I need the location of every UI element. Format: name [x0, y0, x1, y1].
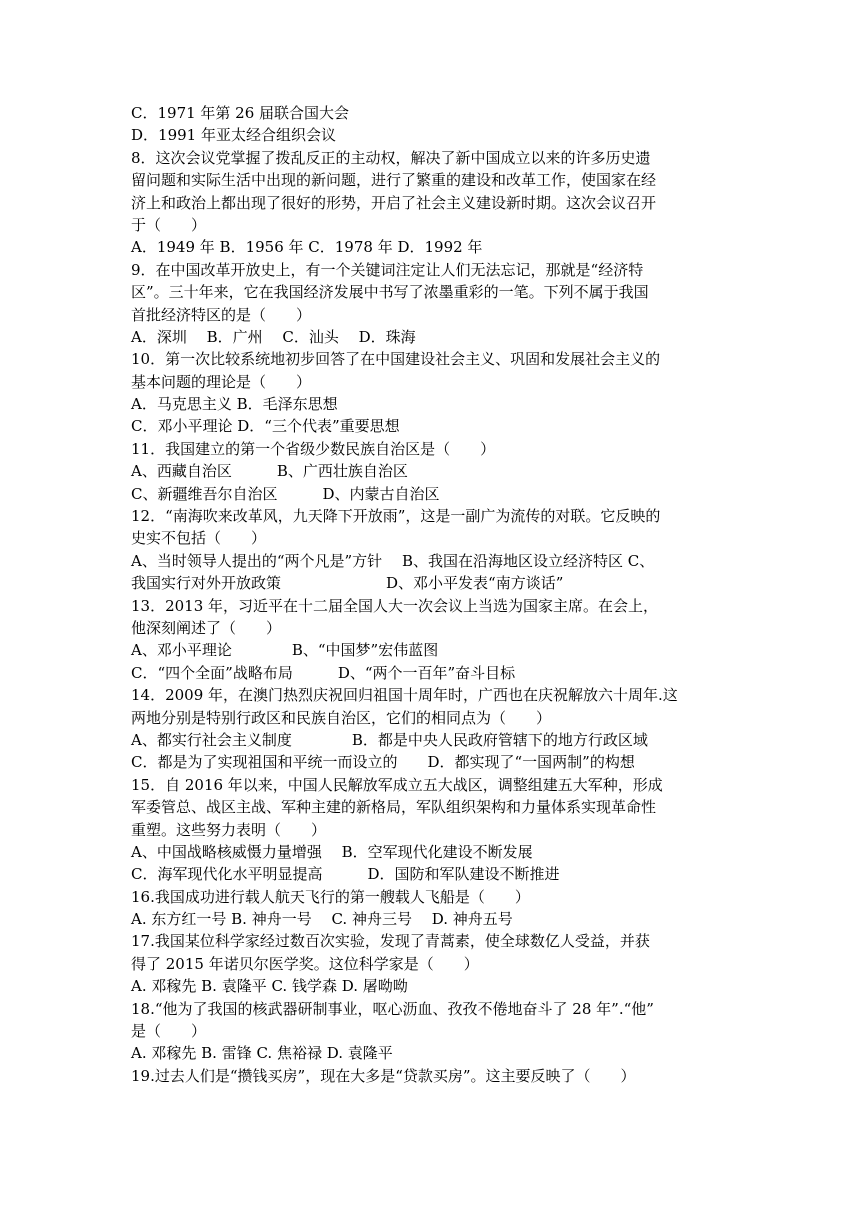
question-9-options: A．深圳 B．广州 C．汕头 D．珠海 — [131, 327, 416, 346]
question-16-options: A. 东方红一号 B. 神舟一号 C. 神舟三号 D. 神舟五号 — [131, 910, 513, 929]
question-12-line: 12．“南海吹来改革风，九天降下开放雨”，这是一副广为流传的对联。它反映的 — [131, 507, 661, 526]
question-8-options: A．1949 年 B．1956 年 C．1978 年 D．1992 年 — [131, 238, 483, 257]
question-12-line: 史实不包括（ ） — [131, 529, 267, 548]
question-8-line: 8．这次会议党掌握了拨乱反正的主动权，解决了新中国成立以来的许多历史遗 — [131, 148, 651, 167]
question-10-options: C．邓小平理论 D．“三个代表”重要思想 — [131, 417, 400, 436]
question-14-line: 两地分别是特别行政区和民族自治区，它们的相同点为（ ） — [131, 708, 552, 727]
question-15-line: 15．自 2016 年以来，中国人民解放军成立五大战区，调整组建五大军种，形成 — [131, 775, 663, 794]
question-17-options: A. 邓稼先 B. 袁隆平 C. 钱学森 D. 屠呦呦 — [131, 977, 408, 996]
option-line: D．1991 年亚太经合组织会议 — [131, 126, 336, 145]
question-8-line: 于（ ） — [131, 215, 207, 234]
question-8-line: 留问题和实际生活中出现的新问题，进行了繁重的建设和改革工作，使国家在经 — [131, 171, 657, 190]
question-12-options: 我国实行对外开放政策 D、邓小平发表“南方谈话” — [131, 574, 564, 593]
question-12-options: A、当时领导人提出的“两个凡是”方针 B、我国在沿海地区设立经济特区 C、 — [131, 551, 655, 570]
question-17-line: 得了 2015 年诺贝尔医学奖。这位科学家是（ ） — [131, 954, 479, 973]
question-10-line: 基本问题的理论是（ ） — [131, 372, 312, 391]
question-14-line: 14．2009 年，在澳门热烈庆祝回归祖国十周年时，广西也在庆祝解放六十周年.这 — [131, 686, 678, 705]
question-15-line: 军委管总、战区主战、军种主建的新格局，军队组织架构和力量体系实现革命性 — [131, 798, 657, 817]
question-18-line: 18.“他为了我国的核武器研制事业，呕心沥血、孜孜不倦地奋斗了 28 年”.“他” — [131, 999, 654, 1018]
question-11-options: A、西藏自治区 B、广西壮族自治区 — [131, 462, 408, 481]
question-13-line: 13．2013 年，习近平在十二届全国人大一次会议上当选为国家主席。在会上， — [131, 596, 659, 615]
question-9-line: 9．在中国改革开放史上，有一个关键词注定让人们无法忘记，那就是“经济特 — [131, 260, 644, 279]
question-13-options: C．“四个全面”战略布局 D、“两个一百年”奋斗目标 — [131, 663, 516, 682]
question-17-line: 17.我国某位科学家经过数百次实验，发现了青蒿素，使全球数亿人受益，并获 — [131, 932, 650, 951]
question-15-options: C．海军现代化水平明显提高 D．国防和军队建设不断推进 — [131, 865, 560, 884]
question-18-line: 是（ ） — [131, 1022, 207, 1041]
question-9-line: 首批经济特区的是（ ） — [131, 305, 312, 324]
question-14-options: A、都实行社会主义制度 B．都是中央人民政府管辖下的地方行政区域 — [131, 730, 648, 749]
question-18-options: A. 邓稼先 B. 雷锋 C. 焦裕禄 D. 袁隆平 — [131, 1044, 393, 1063]
question-19-line: 19.过去人们是“攒钱买房”，现在大多是“贷款买房”。这主要反映了（ ） — [131, 1066, 636, 1085]
question-8-line: 济上和政治上都出现了很好的形势，开启了社会主义建设新时期。这次会议召开 — [131, 193, 657, 212]
question-11-line: 11．我国建立的第一个省级少数民族自治区是（ ） — [131, 439, 496, 458]
question-13-line: 他深刻阐述了（ ） — [131, 618, 282, 637]
question-10-options: A．马克思主义 B．毛泽东思想 — [131, 395, 338, 414]
question-13-options: A、邓小平理论 B、“中国梦”宏伟蓝图 — [131, 641, 439, 660]
question-11-options: C、新疆维吾尔自治区 D、内蒙古自治区 — [131, 484, 440, 503]
exam-page — [131, 102, 731, 1087]
question-16-line: 16.我国成功进行载人航天飞行的第一艘载人飞船是（ ） — [131, 887, 530, 906]
question-9-line: 区”。三十年来，它在我国经济发展中书写了浓墨重彩的一笔。下列不属于我国 — [131, 283, 649, 302]
option-line: C．1971 年第 26 届联合国大会 — [131, 104, 350, 122]
question-14-options: C．都是为了实现祖国和平统一而设立的 D．都实现了“一国两制”的构想 — [131, 753, 635, 772]
question-15-options: A、中国战略核威慑力量增强 B．空军现代化建设不断发展 — [131, 842, 533, 861]
question-10-line: 10．第一次比较系统地初步回答了在中国建设社会主义、巩固和发展社会主义的 — [131, 350, 661, 369]
question-15-line: 重塑。这些努力表明（ ） — [131, 820, 327, 839]
